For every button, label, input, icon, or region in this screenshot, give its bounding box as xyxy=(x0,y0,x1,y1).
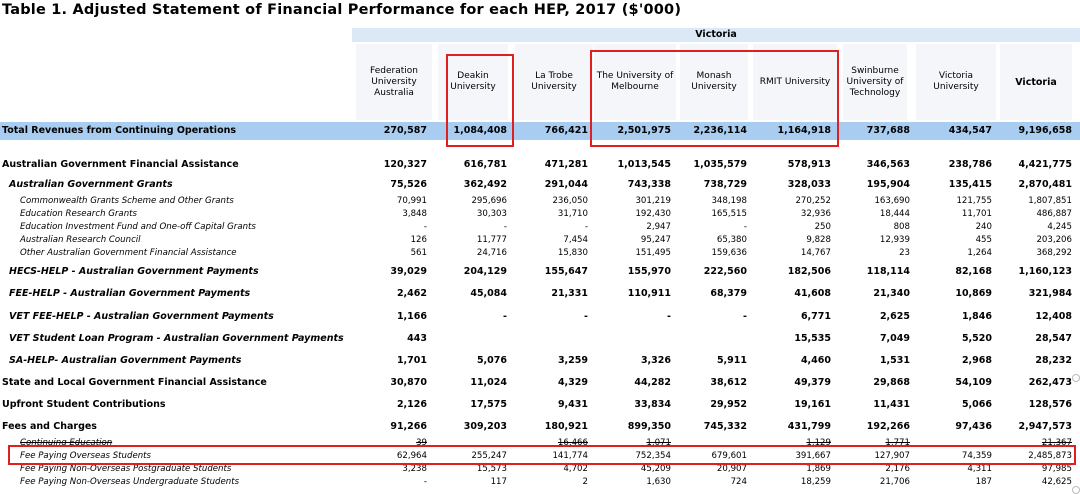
table-cell: 135,415 xyxy=(948,179,992,190)
table-cell: 346,563 xyxy=(866,159,910,170)
table-cell: 12,408 xyxy=(1035,311,1072,322)
table-cell: 117 xyxy=(490,477,507,487)
row-label: FEE-HELP - Australian Government Payments xyxy=(9,288,251,299)
table-cell: 9,196,658 xyxy=(1018,125,1072,136)
table-cell: 127,907 xyxy=(874,451,910,461)
table-cell: 7,049 xyxy=(879,333,910,344)
row-label: Continuing Education xyxy=(20,438,113,448)
table-cell: 18,444 xyxy=(879,209,910,219)
table-row xyxy=(0,310,1080,323)
table-cell: 120,327 xyxy=(383,159,427,170)
table-cell: 21,340 xyxy=(873,288,910,299)
table-cell: 471,281 xyxy=(544,159,588,170)
table-cell: - xyxy=(584,311,588,322)
row-label: Fee Paying Overseas Students xyxy=(20,451,152,461)
column-header: The University of Melbourne xyxy=(594,44,676,120)
table-cell: 32,936 xyxy=(800,209,831,219)
table-cell: - xyxy=(503,222,507,232)
table-cell: 724 xyxy=(730,477,747,487)
table-cell: 42,625 xyxy=(1041,477,1072,487)
table-cell: 455 xyxy=(975,235,992,245)
row-label: SA-HELP- Australian Government Payments xyxy=(9,355,242,366)
table-cell: 1,166 xyxy=(396,311,427,322)
table-cell: 2,501,975 xyxy=(617,125,671,136)
row-label: Australian Government Financial Assistance xyxy=(2,159,239,170)
highlight-box-overseas-fees xyxy=(8,445,1076,465)
table-cell: 68,379 xyxy=(710,288,747,299)
table-cell: 3,238 xyxy=(402,464,427,474)
table-cell: 4,245 xyxy=(1047,222,1072,232)
table-cell: - xyxy=(423,477,427,487)
table-cell: 270,587 xyxy=(383,125,427,136)
table-cell: 28,547 xyxy=(1035,333,1072,344)
table-cell: 33,834 xyxy=(634,399,671,410)
table-cell: 238,786 xyxy=(948,159,992,170)
table-row xyxy=(0,247,1080,260)
table-cell: 182,506 xyxy=(787,266,831,277)
row-label: Fee Paying Non-Overseas Undergraduate Students xyxy=(20,477,240,487)
table-cell: 39,029 xyxy=(390,266,427,277)
table-cell: 204,129 xyxy=(463,266,507,277)
table-cell: 321,984 xyxy=(1028,288,1072,299)
table-cell: 1,013,545 xyxy=(617,159,671,170)
table-cell: 24,716 xyxy=(476,248,507,258)
table-cell: 70,991 xyxy=(396,196,427,206)
row-label: Australian Government Grants xyxy=(9,179,173,190)
table-cell: 155,647 xyxy=(544,266,588,277)
table-cell: 11,024 xyxy=(470,377,507,388)
table-cell: 2 xyxy=(582,477,588,487)
table-cell: 2,947,573 xyxy=(1018,421,1072,432)
row-label: Upfront Student Contributions xyxy=(2,399,166,410)
table-row xyxy=(0,354,1080,367)
table-cell: 2,176 xyxy=(885,464,910,474)
table-cell: 301,219 xyxy=(635,196,671,206)
highlight-box-melbourne-monash-rmit xyxy=(590,50,839,147)
table-cell: 11,701 xyxy=(961,209,992,219)
table-cell: 2,462 xyxy=(396,288,427,299)
table-cell: 240 xyxy=(975,222,992,232)
table-cell: 2,870,481 xyxy=(1018,179,1072,190)
table-cell: 328,033 xyxy=(787,179,831,190)
table-cell: 23 xyxy=(899,248,910,258)
row-label: VET Student Loan Program - Australian Government Payments xyxy=(9,333,344,344)
table-cell: 4,702 xyxy=(563,464,588,474)
table-cell: 295,696 xyxy=(471,196,507,206)
table-cell: 192,430 xyxy=(635,209,671,219)
scroll-handle-icon[interactable] xyxy=(1072,486,1080,494)
table-cell: 679,601 xyxy=(711,451,747,461)
table-cell: 97,985 xyxy=(1041,464,1072,474)
table-cell: - xyxy=(743,311,747,322)
table-cell: 21,706 xyxy=(879,477,910,487)
row-label: HECS-HELP - Australian Government Payments xyxy=(9,266,259,277)
table-cell: 348,198 xyxy=(711,196,747,206)
table-cell: 1,035,579 xyxy=(693,159,747,170)
table-cell: 21,331 xyxy=(551,288,588,299)
table-cell: 118,114 xyxy=(866,266,910,277)
table-title: Table 1. Adjusted Statement of Financial Performance for each HEP, 2017 ($'000) xyxy=(2,2,682,18)
table-cell: 82,168 xyxy=(955,266,992,277)
table-row xyxy=(0,287,1080,300)
table-cell: 443 xyxy=(407,333,427,344)
column-header: Federation University Australia xyxy=(356,44,432,120)
table-cell: 29,868 xyxy=(873,377,910,388)
table-row xyxy=(0,158,1080,171)
table-cell: 126 xyxy=(410,235,427,245)
table-row xyxy=(0,332,1080,345)
table-cell: 41,608 xyxy=(794,288,831,299)
table-cell: 1,771 xyxy=(885,438,910,448)
table-cell: 163,690 xyxy=(874,196,910,206)
table-cell: 1,630 xyxy=(646,477,671,487)
table-cell: 5,066 xyxy=(961,399,992,410)
table-row xyxy=(0,124,1080,137)
table-cell: 187 xyxy=(975,477,992,487)
table-cell: 9,431 xyxy=(557,399,588,410)
table-cell: 1,701 xyxy=(396,355,427,366)
table-cell: 44,282 xyxy=(634,377,671,388)
table-cell: - xyxy=(503,311,507,322)
table-cell: 362,492 xyxy=(463,179,507,190)
table-cell: 4,421,775 xyxy=(1018,159,1072,170)
table-cell: 74,359 xyxy=(961,451,992,461)
table-cell: 222,560 xyxy=(703,266,747,277)
table-cell: 2,968 xyxy=(961,355,992,366)
table-cell: 7,454 xyxy=(563,235,588,245)
table-row xyxy=(0,208,1080,221)
column-header: RMIT University xyxy=(753,44,837,120)
table-cell: 1,084,408 xyxy=(453,125,507,136)
table-cell: 203,206 xyxy=(1036,235,1072,245)
row-label: VET FEE-HELP - Australian Government Payments xyxy=(9,311,274,322)
table-cell: 743,338 xyxy=(627,179,671,190)
table-cell: 1,531 xyxy=(879,355,910,366)
highlight-box-deakin xyxy=(446,54,514,147)
table-cell: 17,575 xyxy=(470,399,507,410)
table-cell: 121,755 xyxy=(956,196,992,206)
table-cell: - xyxy=(743,222,747,232)
scroll-handle-icon[interactable] xyxy=(1072,374,1080,382)
table-row xyxy=(0,221,1080,234)
table-cell: 10,869 xyxy=(955,288,992,299)
column-header: Deakin University xyxy=(438,44,508,120)
table-cell: 20,907 xyxy=(716,464,747,474)
table-cell: 195,904 xyxy=(866,179,910,190)
table-cell: 45,209 xyxy=(640,464,671,474)
table-cell: 65,380 xyxy=(716,235,747,245)
table-cell: 39 xyxy=(416,438,427,448)
table-cell: 45,084 xyxy=(470,288,507,299)
table-cell: 368,292 xyxy=(1036,248,1072,258)
table-cell: 309,203 xyxy=(463,421,507,432)
table-cell: 1,164,918 xyxy=(777,125,831,136)
row-label: Total Revenues from Continuing Operations xyxy=(2,125,237,136)
table-cell: 192,266 xyxy=(866,421,910,432)
column-header: La Trobe University xyxy=(515,44,593,120)
table-cell: 738,729 xyxy=(703,179,747,190)
table-cell: 165,515 xyxy=(711,209,747,219)
table-cell: - xyxy=(584,222,588,232)
table-cell: 737,688 xyxy=(866,125,910,136)
row-label: Education Investment Fund and One-off Capital Grants xyxy=(20,222,256,232)
table-cell: 250 xyxy=(814,222,831,232)
table-row xyxy=(0,420,1080,433)
table-cell: 75,526 xyxy=(390,179,427,190)
table-cell: 54,109 xyxy=(955,377,992,388)
table-cell: 2,485,873 xyxy=(1028,451,1072,461)
table-cell: 262,473 xyxy=(1028,377,1072,388)
table-cell: 2,236,114 xyxy=(693,125,747,136)
table-cell: 3,259 xyxy=(557,355,588,366)
table-cell: 15,573 xyxy=(476,464,507,474)
table-row xyxy=(0,476,1080,489)
table-cell: 11,777 xyxy=(476,235,507,245)
table-cell: 159,636 xyxy=(711,248,747,258)
column-header: Victoria University xyxy=(916,44,996,120)
table-cell: 5,076 xyxy=(476,355,507,366)
table-cell: 1,160,123 xyxy=(1018,266,1072,277)
table-cell: 291,044 xyxy=(544,179,588,190)
table-row xyxy=(0,234,1080,247)
table-cell: 31,710 xyxy=(557,209,588,219)
table-cell: 2,625 xyxy=(879,311,910,322)
column-header: Victoria xyxy=(1000,44,1072,120)
table-cell: 151,495 xyxy=(635,248,671,258)
table-cell: 12,939 xyxy=(879,235,910,245)
table-cell: 14,767 xyxy=(800,248,831,258)
table-cell: 808 xyxy=(893,222,910,232)
table-cell: 11,431 xyxy=(873,399,910,410)
table-cell: 561 xyxy=(410,248,427,258)
table-cell: 21,367 xyxy=(1041,438,1072,448)
table-cell: 2,126 xyxy=(396,399,427,410)
row-label: State and Local Government Financial Assistance xyxy=(2,377,267,388)
table-cell: 4,460 xyxy=(800,355,831,366)
column-header: Swinburne University of Technology xyxy=(843,44,907,120)
row-label: Other Australian Government Financial Assistance xyxy=(20,248,237,258)
table-cell: 38,612 xyxy=(710,377,747,388)
table-cell: 28,232 xyxy=(1035,355,1072,366)
table-cell: 270,252 xyxy=(795,196,831,206)
table-cell: 616,781 xyxy=(463,159,507,170)
table-cell: 6,771 xyxy=(800,311,831,322)
table-row xyxy=(0,376,1080,389)
table-cell: 1,264 xyxy=(967,248,992,258)
table-cell: 5,520 xyxy=(961,333,992,344)
table-cell: 434,547 xyxy=(948,125,992,136)
table-cell: 391,667 xyxy=(795,451,831,461)
table-cell: 16,466 xyxy=(557,438,588,448)
table-row xyxy=(0,178,1080,191)
row-label: Fees and Charges xyxy=(2,421,97,432)
table-cell: - xyxy=(667,311,671,322)
table-cell: 752,354 xyxy=(635,451,671,461)
table-cell: 3,326 xyxy=(640,355,671,366)
table-cell: 3,848 xyxy=(402,209,427,219)
table-cell: 15,830 xyxy=(557,248,588,258)
table-cell: 30,870 xyxy=(390,377,427,388)
table-cell: 1,869 xyxy=(806,464,831,474)
table-cell: 62,964 xyxy=(396,451,427,461)
table-row xyxy=(0,398,1080,411)
table-cell: 2,947 xyxy=(646,222,671,232)
table-cell: 141,774 xyxy=(552,451,588,461)
table-cell: 9,828 xyxy=(806,235,831,245)
table-cell: 91,266 xyxy=(390,421,427,432)
table-cell: 1,071 xyxy=(646,438,671,448)
table-cell: 4,329 xyxy=(557,377,588,388)
table-cell: 431,799 xyxy=(787,421,831,432)
row-label: Australian Research Council xyxy=(20,235,141,245)
table-row xyxy=(0,265,1080,278)
table-cell: 19,161 xyxy=(794,399,831,410)
table-cell: 110,911 xyxy=(627,288,671,299)
table-cell: 1,129 xyxy=(806,438,831,448)
table-cell: 128,576 xyxy=(1028,399,1072,410)
row-label: Fee Paying Non-Overseas Postgraduate Students xyxy=(20,464,232,474)
table-cell: 486,887 xyxy=(1036,209,1072,219)
table-cell: 4,311 xyxy=(967,464,992,474)
table-cell: 899,350 xyxy=(627,421,671,432)
table-cell: 155,970 xyxy=(627,266,671,277)
table-cell: 5,911 xyxy=(716,355,747,366)
table-cell: 766,421 xyxy=(544,125,588,136)
table-cell: 1,807,851 xyxy=(1028,196,1072,206)
table-cell: 578,913 xyxy=(787,159,831,170)
table-cell: 15,535 xyxy=(794,333,831,344)
column-header: Monash University xyxy=(680,44,748,120)
table-cell: 29,952 xyxy=(710,399,747,410)
table-cell: - xyxy=(423,222,427,232)
table-row xyxy=(0,195,1080,208)
table-cell: 95,247 xyxy=(640,235,671,245)
table-cell: 18,259 xyxy=(800,477,831,487)
table-cell: 745,332 xyxy=(703,421,747,432)
region-header: Victoria xyxy=(695,29,737,40)
table-cell: 97,436 xyxy=(955,421,992,432)
table-cell: 180,921 xyxy=(544,421,588,432)
row-label: Commonwealth Grants Scheme and Other Grants xyxy=(20,196,234,206)
table-cell: 1,846 xyxy=(961,311,992,322)
row-label: Education Research Grants xyxy=(20,209,137,219)
table-cell: 255,247 xyxy=(471,451,507,461)
table-cell: 49,379 xyxy=(794,377,831,388)
table-cell: 30,303 xyxy=(476,209,507,219)
table-cell: 236,050 xyxy=(552,196,588,206)
